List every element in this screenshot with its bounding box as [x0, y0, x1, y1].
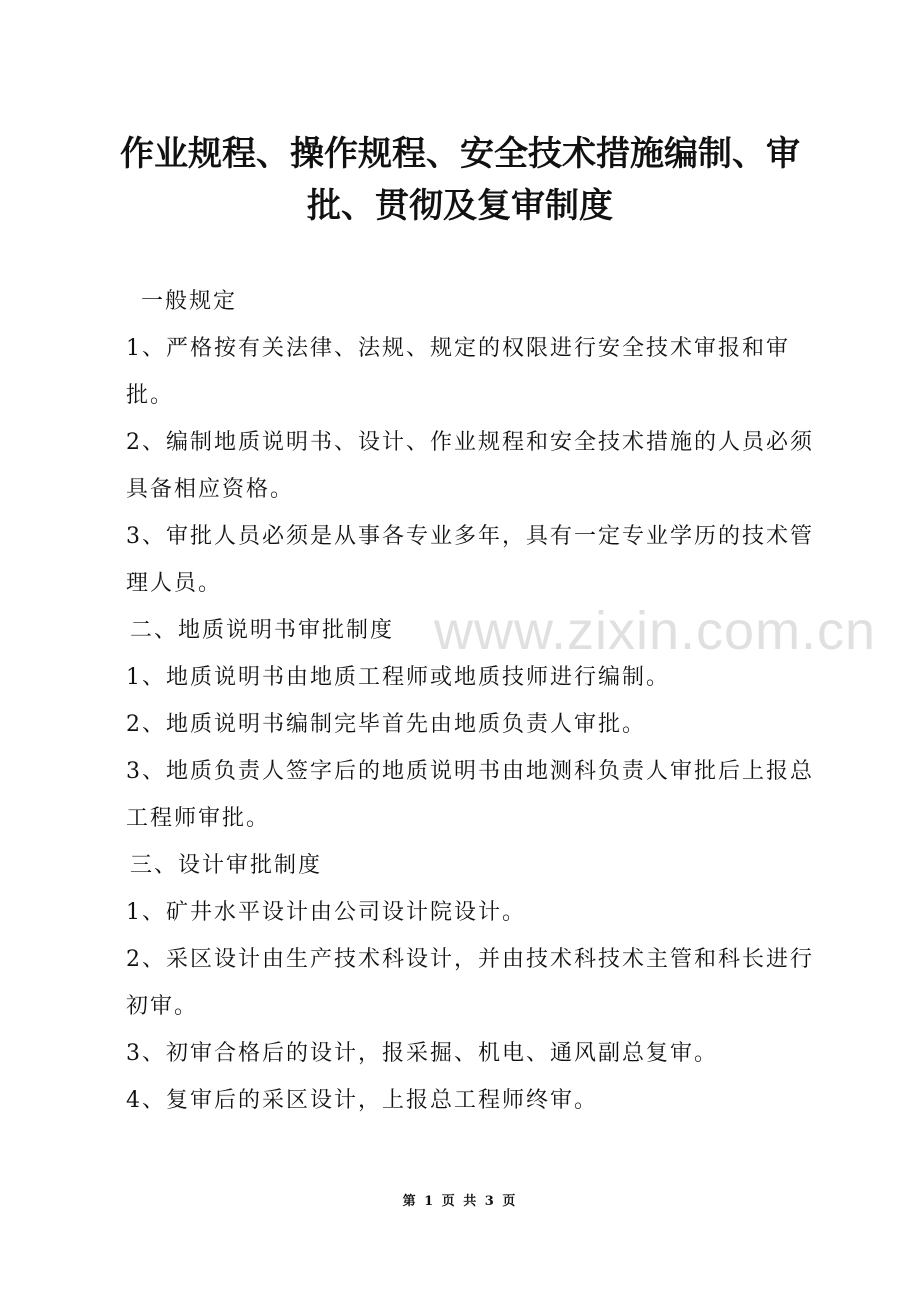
- section-heading-design: 三、设计审批制度: [130, 853, 323, 878]
- paragraph: 1、矿井水平设计由公司设计院设计。: [126, 900, 526, 925]
- paragraph: 2、地质说明书编制完毕首先由地质负责人审批。: [126, 712, 646, 737]
- paragraph: 3、地质负责人签字后的地质说明书由地测科负责人审批后上报总工程师审批。: [126, 759, 814, 831]
- paragraph: 3、审批人员必须是从事各专业多年，具有一定专业学历的技术管理人员。: [126, 524, 814, 596]
- paragraph: 2、采区设计由生产技术科设计，并由技术科技术主管和科长进行初审。: [126, 947, 814, 1019]
- page-number-footer: 第 1 页 共 3 页: [402, 1194, 518, 1209]
- paragraph: 1、严格按有关法律、法规、规定的权限进行安全技术审报和审批。: [126, 336, 790, 408]
- paragraph: 2、编制地质说明书、设计、作业规程和安全技术措施的人员必须具备相应资格。: [126, 430, 814, 502]
- paragraph: 3、初审合格后的设计，报采掘、机电、通风副总复审。: [126, 1041, 718, 1066]
- paragraph: 1、地质说明书由地质工程师或地质技师进行编制。: [126, 665, 670, 690]
- watermark: www.zixin.com.cn: [434, 601, 877, 661]
- title-line-2: 批、贯彻及复审制度: [307, 186, 613, 226]
- paragraph: 4、复审后的采区设计，上报总工程师终审。: [126, 1088, 598, 1113]
- section-heading-geology: 二、地质说明书审批制度: [130, 618, 395, 643]
- document-title: [100, 128, 820, 232]
- section-heading-general: 一般规定: [141, 289, 238, 314]
- title-line-1: 作业规程、操作规程、安全技术措施编制、审: [120, 134, 800, 174]
- document-body: [116, 278, 816, 1124]
